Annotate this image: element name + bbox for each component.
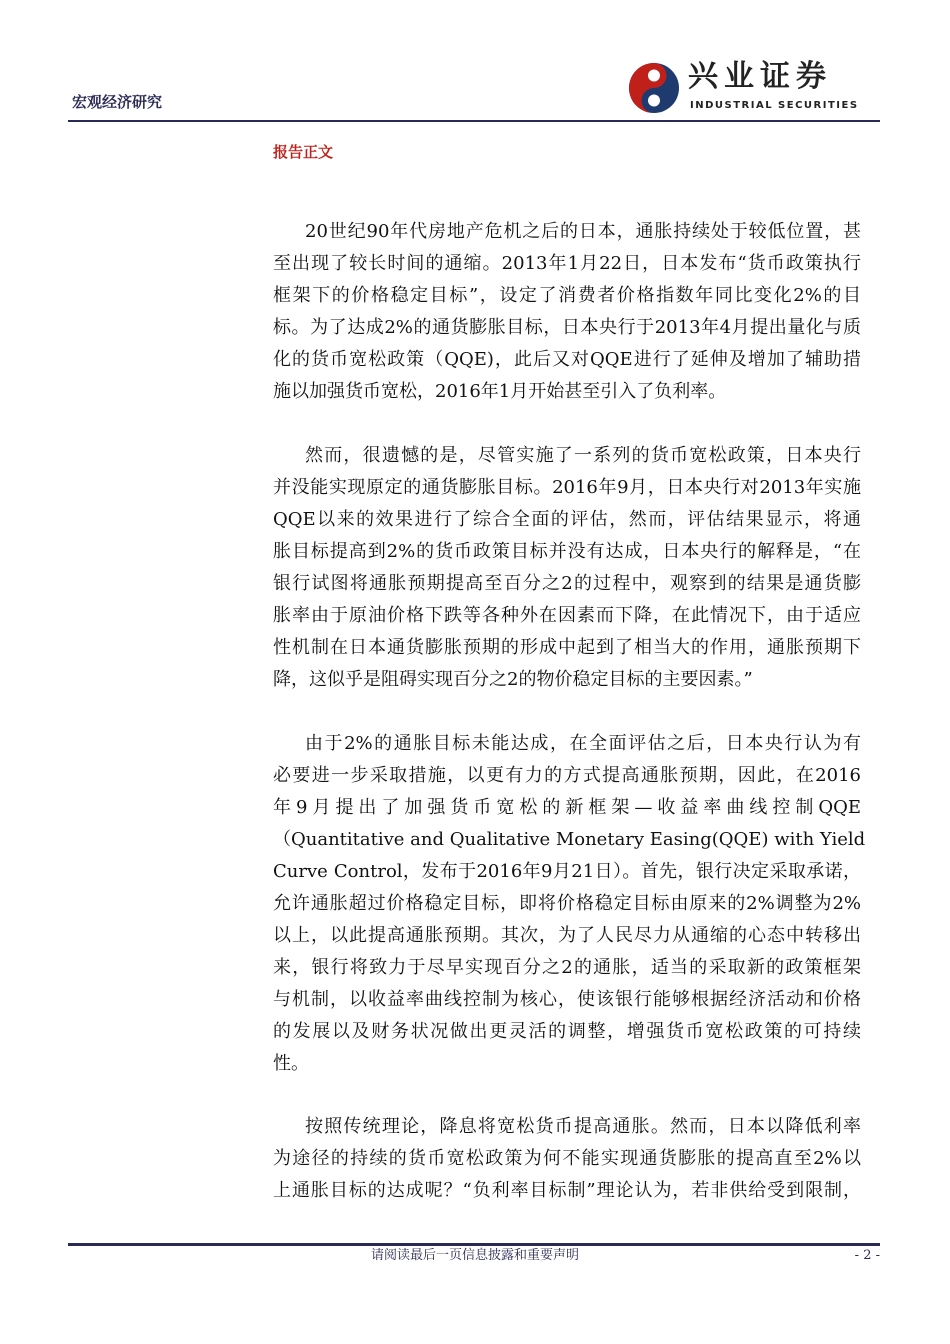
logo-text-cn: 兴业证券	[688, 59, 832, 94]
paragraph-line: 以上，以此提高通胀预期。其次，为了人民尽力从通缩的心态中转移出	[273, 925, 861, 946]
paragraph-line: 框架下的价格稳定目标”，设定了消费者价格指数年同比变化2%的目	[273, 285, 861, 306]
logo-text-en: INDUSTRIAL SECURITIES	[690, 100, 859, 111]
paragraph-line: 施以加强货币宽松，2016年1月开始甚至引入了负利率。	[273, 381, 727, 402]
paragraph-line: 允许通胀超过价格稳定目标，即将价格稳定目标由原来的2%调整为2%	[273, 893, 861, 914]
paragraph-line: 年9月提出了加强货币宽松的新框架—收益率曲线控制QQE	[273, 797, 861, 818]
paragraph-line: 的发展以及财务状况做出更灵活的调整，增强货币宽松政策的可持续	[273, 1021, 861, 1042]
paragraph-line: 降，这似乎是阻碍实现百分之2的物价稳定目标的主要因素。”	[273, 669, 753, 690]
footer-disclaimer: 请阅读最后一页信息披露和重要声明	[370, 1248, 579, 1263]
paragraph-line: 按照传统理论，降息将宽松货币提高通胀。然而，日本以降低利率	[305, 1116, 861, 1137]
paragraph-line: QQE以来的效果进行了综合全面的评估，然而，评估结果显示，将通	[273, 509, 861, 530]
logo-emblem-icon	[626, 60, 682, 116]
paragraph-line: 胀目标提高到2%的货币政策目标并没有达成，日本央行的解释是，“在	[273, 541, 861, 562]
paragraph-line: 化的货币宽松政策（QQE)，此后又对QQE进行了延伸及增加了辅助措	[273, 349, 861, 370]
page-number: - 2 -	[854, 1248, 880, 1263]
paragraph-line: （Quantitative and Qualitative Monetary Easing(QQE) with Yield	[273, 829, 866, 850]
paragraph-line: Curve Control，发布于2016年9月21日）。首先，银行决定采取承诺，	[273, 861, 861, 882]
paragraph-line: 并没能实现原定的通货膨胀目标。2016年9月，日本央行对2013年实施	[273, 477, 861, 498]
paragraph-line: 至出现了较长时间的通缩。2013年1月22日，日本发布“货币政策执行	[273, 253, 861, 274]
paragraph-line: 与机制，以收益率曲线控制为核心，使该银行能够根据经济活动和价格	[273, 989, 861, 1010]
report-category: 宏观经济研究	[72, 93, 163, 111]
paragraph-line: 来，银行将致力于尽早实现百分之2的通胀，适当的采取新的政策框架	[273, 957, 861, 978]
paragraph-line: 由于2%的通胀目标未能达成，在全面评估之后，日本央行认为有	[305, 733, 861, 754]
paragraph-line: 胀率由于原油价格下跌等各种外在因素而下降，在此情况下，由于适应	[273, 605, 861, 626]
paragraph-line: 为途径的持续的货币宽松政策为何不能实现通货膨胀的提高直至2%以	[273, 1148, 861, 1169]
paragraph-line: 上通胀目标的达成呢？“负利率目标制”理论认为，若非供给受到限制，	[273, 1180, 861, 1201]
section-title: 报告正文	[273, 143, 334, 161]
company-logo	[626, 60, 876, 116]
footer-divider	[68, 1243, 880, 1246]
paragraph-line: 银行试图将通胀预期提高至百分之2的过程中，观察到的结果是通货膨	[273, 573, 861, 594]
paragraph-line: 然而，很遗憾的是，尽管实施了一系列的货币宽松政策，日本央行	[305, 445, 861, 466]
paragraph-line: 性。	[273, 1053, 309, 1074]
paragraph-line: 标。为了达成2%的通货膨胀目标，日本央行于2013年4月提出量化与质	[273, 317, 861, 338]
paragraph-line: 20世纪90年代房地产危机之后的日本，通胀持续处于较低位置，甚	[305, 221, 861, 242]
paragraph-line: 性机制在日本通货膨胀预期的形成中起到了相当大的作用，通胀预期下	[273, 637, 861, 658]
paragraph-line: 必要进一步采取措施，以更有力的方式提高通胀预期，因此，在2016	[273, 765, 861, 786]
header-divider	[68, 120, 880, 122]
